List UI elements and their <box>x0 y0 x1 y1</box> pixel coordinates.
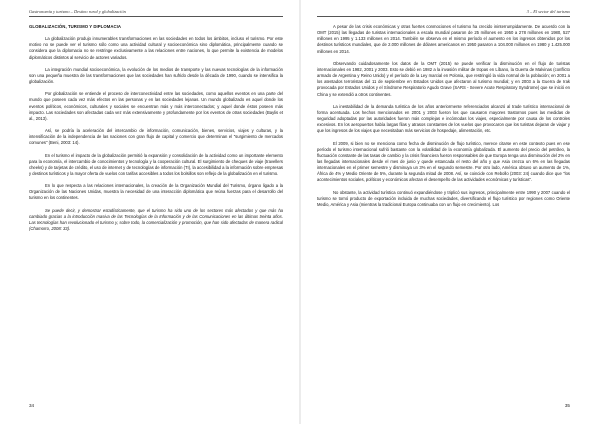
left-paragraph-5: En el turismo el impacto de la globalización permitió la expansión y consolidación de la actividad como un importante elemento para la economía, el intercambio de conocimientos y tecnología y la cooperación cultural. El surgimiento de cheques de viaje (travellers cheeks) y de tarjetas de crédito, el uso de internet y de tecnologías de información (TI), la accesibilidad a la información sobre empresas y destinos turísticos y la mayor oferta de vuelos con tarifas accesibles a todos los bolsillos son reflejo de la globalización en el turismo. <box>29 152 283 176</box>
right-paragraph-3: La inestabilidad de la demanda turística de los años anteriormente referenciados alcanzó al trade turístico internacional de forma acentuada. Los hechos mencionados en 2001 y 2003 fueron los que causaron mayores trastornos pues las medidas de seguridad adoptadas por las autoridades fueron más complejas e incómodas los viajes, especialmente por causa de los controles excesivos. En los aeropuertos había largas filas y atrasos constantes de los vuelos que provocaron que los turistas dejaran de viajar y que los ingresos de los viajes que necesitaban más servicios de hospedaje, alimentación, etc. <box>317 103 570 134</box>
right-paragraph-4: El 2009, si bien no se menciona como fecha de disminución de flujo turístico, merece citarse en este contexto pues en ese período el turismo internacional sufrió bastante con la volatilidad de la economía globalizada. El aumento del precio del petróleo, la fluctuación constante de las tasas de cambio y la crisis financiera fueron responsables de que Europa tenga una disminución del 2% en las llegadas internacionales desde el mes de junio y quede estancada el resto del año y que Asia crezca un 6% en las llegadas internacionales en el primer semestre y disminuya un 3% en el segundo semestre. Por otro lado, América obtuvo un aumento de 1%, África de 4% y Medio Oriente de 5%, durante la segunda mitad de 2008. Así, se coincide con Rebollo (2003: 24) cuando dice que "los acontecimientos sociales, políticos y económicos afectan el desempeño de las actividades económicas y turísticas". <box>317 140 570 183</box>
right-paragraph-1: A pesar de las crisis económicas y otras fuertes conmociones el turismo ha crecido ininterrumpidamente. De acuerdo con la OMT (2015) las llegadas de turistas internacionales a escala mundial pasaron de 25 millones en 1950 a 278 millones en 1980, 527 millones en 1995 y 1.133 millones en 2014. También se observa en el mismo período el aumento en los ingresos obtenidos por los destinos turísticos mundiales, que de 2.000 millones de dólares americanos en 1950 pasaron a 104.000 millones en 1980 y 1.425.000 millones en 2014. <box>317 24 570 54</box>
left-page-number: 34 <box>29 403 35 408</box>
section-title: GLOBALIZACIÓN, TURISMO Y DIPLOMACIA <box>29 24 122 29</box>
left-paragraph-4: Así, se podría la aceleración del intercambio de información, comunicación, bienes, servicios, viajes y culturas, y la intensificación de la independencia de las naciones con gran flujo de capital y comercio que determinan el "surgimiento de mercados comunes" (Beni, 2003: 14). <box>29 128 283 146</box>
left-paragraph-3: Por globalización se entiende el proceso de interconectividad entre las sociedades, como aquellos eventos en una parte del mundo que poseen cada vez más efectos en las personas y en las sociedades lejanas. Un mundo globalizado es aquel donde los eventos políticos, económicos, culturales y sociales se encuentran más y más interconectados; y aquel donde éstos poseen más impacto. Las sociedades son afectadas cada vez más extensivamente y profundamente por los eventos de otras sociedades (Baylis et al., 2013). <box>29 91 283 121</box>
right-body-text <box>317 24 570 214</box>
left-paragraph-2: La integración mundial socioeconómica, la evolución de los medios de transporte y las nuevas tecnologías de la información son una pequeña muestra de las transformaciones que las sociedades han sufrido desde la década de 1990, cuando se intensifica la globalización. <box>29 66 283 85</box>
right-header-rule <box>317 16 570 17</box>
left-paragraph-1: La globalización produjo innumerables transformaciones en las sociedades en todos los ámbitos, incluso el turismo. Por este motivo no se puede ver el turismo sólo como una actividad cultural y socioeconómica sino diplomática, principalmente cuando se considera que la diplomacia no se restringe exclusivamente a las relaciones entre naciones, lo que permite la existencia de modelos diplomáticos distintos al servicio de actores variados. <box>29 36 283 60</box>
right-page-header: 3 – El sector del turismo <box>526 9 570 14</box>
left-page-header: Gastronomía y turismo – Destino rural y globalización <box>29 9 126 14</box>
left-italic-quote: Se puede decir, y demostrar estadísticamente, que el turismo ha sido uno de los sectores más afectados y que más ha cambiado gracias a la introducción masiva de las Tecnologías de la Información y de las Comunicaciones en las últimas treinta años. Las tecnologías han revolucionado el turismo y, sobre todo, la comercialización y promoción, que han sido afectadas de manera radical (Chamorro, 2008: 33). <box>29 207 283 232</box>
right-paragraph-2: Observando cuidadosamente los datos de la OMT (2015) se puede verificar la disminución en el flujo de turistas internacionales en 1982, 2001 y 2003. Esto se debió en 1982 a la invasión militar de tropas en Líbano, la Guerra de Malvinas (conflicto armado de Argentina y Reino Unido) y el período de la Ley marcial en Polonia, que restringió la vida normal de la población; en 2001 a los atentados terroristas del 11 de septiembre en Estados Unidos que afectaron al turismo mundial; y en 2003 a la Guerra de Irak provocada por Estados Unidos y el Síndrome Respiratorio Agudo Grave (SARS - Severe Acute Respiratory Syndrome) que se inició en China y se extendió a otros continentes. <box>317 60 570 97</box>
left-header-rule <box>29 16 283 17</box>
left-body-text <box>29 24 283 238</box>
right-page <box>300 0 600 424</box>
left-paragraph-6: En lo que respecta a las relaciones internacionales, la creación de la Organización Mundial del Turismo, órgano ligado a la Organización de las Naciones Unidas, muestra la necesidad de una interacción diplomática que reúna fuerzas para el desarrollo del turismo en los continentes. <box>29 183 283 201</box>
right-page-number: 35 <box>564 403 570 408</box>
right-paragraph-5: No obstante, la actividad turística continuó expandiéndose y triplicó sus ingresos, principalmente entre 1990 y 2007 cuando el turismo se tornó producto de exportación incluida de muchas sociedades, diversificando el flujo turístico por regiones como Oriente Medio, América y Asia (mientras la tradicional Europa continuaba con un flujo en crecimiento). Los <box>317 189 570 207</box>
